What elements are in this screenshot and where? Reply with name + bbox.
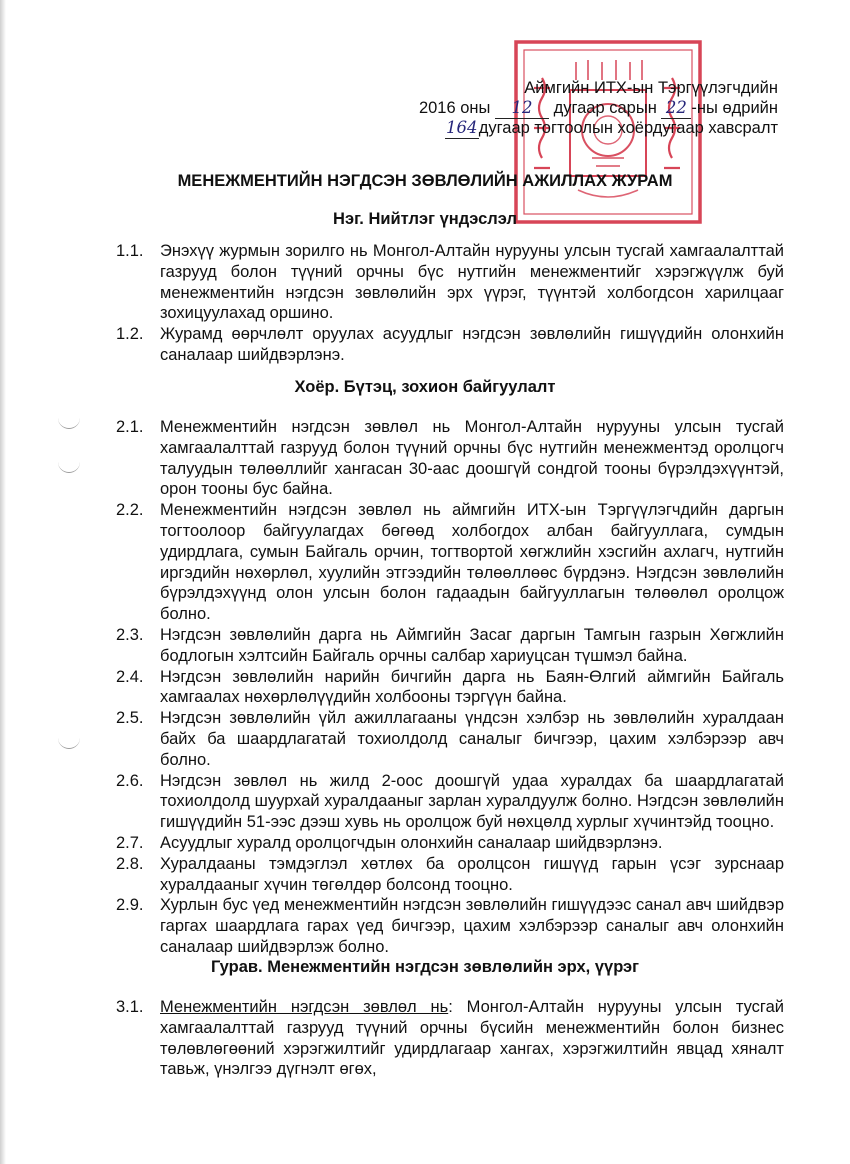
section-items bbox=[116, 417, 784, 958]
section-items bbox=[116, 997, 784, 1080]
annex-header-line-2: 2016 оны 12 дугаар сарын 22 -ны өдрийн bbox=[418, 98, 778, 117]
annex-header-line-3: 164дугаар тогтоолын хоёрдугаар хавсралт bbox=[446, 118, 778, 137]
handwritten-month: 12 bbox=[495, 98, 549, 119]
list-item: 2.9. Хурлын бус үед менежментийн нэгдсэн зөвлөлийн гишүүдээс санал авч шийдвэр гаргах шаардлага гарах үед бичгээр, цахим хэлбэрээр саналыг авч олонхийн саналаар шийдвэрлэж болно. bbox=[116, 896, 784, 956]
document-title: МЕНЕЖМЕНТИЙН НЭГДСЭН ЗӨВЛӨЛИЙН АЖИЛЛАХ ЖУРАМ bbox=[177, 172, 673, 190]
section-heading: Хоёр. Бүтэц, зохион байгуулалт bbox=[294, 378, 556, 396]
list-item: 1.1. Энэхүү журмын зорилго нь Монгол-Алтайн нурууны улсын тусгай хамгаалалттай газрууд болон түүний орчны бүс нутгийн менежментийг хэрэгжүүлж буй менежментийн нэгдсэн зөвлөлийн эрх үүрэг, түүнтэй холбогдсон харилцааг зохицуулахад оршино. bbox=[116, 242, 784, 323]
section-heading: Нэг. Нийтлэг үндэслэл bbox=[333, 210, 517, 228]
section-items bbox=[116, 241, 784, 366]
punch-hole-mark bbox=[58, 738, 80, 749]
list-item: 2.1. Менежментийн нэгдсэн зөвлөл нь Монгол-Алтайн нурууны улсын тусгай хамгаалалттай газрууд болон түүний орчны бүс нутгийн менежментэд оролцогч талуудын төлөөллийг хангасан 30-аас доошгүй сондгой тооны бүрэлдэхүүнтэй, орон тооны бус байна. bbox=[116, 418, 784, 499]
list-item: 2.7. Асуудлыг хуралд оролцогчдын олонхийн саналаар шийдвэрлэнэ. bbox=[116, 833, 663, 852]
punch-hole-mark bbox=[58, 418, 80, 429]
list-item: 1.2. Журамд өөрчлөлт оруулах асуудлыг нэгдсэн зөвлөлийн гишүүдийн олонхийн саналаар шийдвэрлэнэ. bbox=[116, 325, 784, 364]
list-item: 2.3. Нэгдсэн зөвлөлийн дарга нь Аймгийн Засаг даргын Тамгын газрын Хөгжлийн бодлогын хэлтсийн Байгаль орчны салбар хариуцсан түшмэл байна. bbox=[116, 625, 784, 665]
punch-hole-mark bbox=[58, 462, 80, 473]
list-item: 3.1. Менежментийн нэгдсэн зөвлөл нь: Монгол-Алтайн нурууны улсын тусгай хамгаалалттай газрууд түүний орчны бүсийн менежментийн болон бизнес төлөвлөгөөний хэрэгжилтийг удирдлагаар хангах, хэрэгжилтийн явцад хяналт тавьж, үнэлгээ дүгнэлт өгөх, bbox=[116, 998, 784, 1079]
handwritten-day: 22 bbox=[661, 98, 691, 119]
underlined-lead: Менежментийн нэгдсэн зөвлөл нь bbox=[160, 998, 449, 1016]
list-item: 2.2. Менежментийн нэгдсэн зөвлөл нь аймгийн ИТХ-ын Тэргүүлэгчдийн даргын тогтоолоор байгуулагдах бөгөөд холбогдох албан байгууллага, сумдын удирдлага, сумын Байгаль орчин, тогтвортой хөгжлийн хэсгийн ахлагч, нутгийн иргэдийн нөхөрлөл, хуулийн этгээдийн төлөөллөөс бүрдэнэ. Нэгдсэн зөвлөлийн бүрэлдэхүүнд олон улсын болон гадаадын байгууллагын төлөөлөл оролцож болно. bbox=[116, 501, 784, 624]
list-item: 2.5. Нэгдсэн зөвлөлийн үйл ажиллагааны үндсэн хэлбэр нь зөвлөлийн хуралдаан байх ба шаардлагатай тохиолдолд саналыг бичгээр, цахим хэлбэрээр авч болно. bbox=[116, 709, 784, 769]
list-item: 2.8. Хуралдааны тэмдэглэл хөтлөх ба оролцсон гишүүд гарын үсэг зурснаар хуралдааныг хүчин төгөлдөр болсонд тооцно. bbox=[116, 854, 784, 894]
section-heading: Гурав. Менежментийн нэгдсэн зөвлөлийн эрх, үүрэг bbox=[210, 958, 640, 976]
annex-header-line-1: Аймгийн ИТХ-ын Тэргүүлэгчдийн bbox=[524, 79, 778, 97]
list-item: 2.4. Нэгдсэн зөвлөлийн нарийн бичгийн дарга нь Баян-Өлгий аймгийн Байгаль хамгаалах нөхөрлөлүүдийн холбооны тэргүүн байна. bbox=[116, 667, 784, 707]
list-item: 2.6. Нэгдсэн зөвлөл нь жилд 2-оос доошгүй удаа хуралдах ба шаардлагатай тохиолдолд шуурхай хуралдааныг зарлан хуралдуулж болно. Нэгдсэн зөвлөлийн гишүүдийн 51-ээс дээш хувь нь оролцож буй нөхцөлд хурлыг хүчинтэйд тооцно. bbox=[116, 771, 784, 832]
handwritten-resolution-number: 164 bbox=[446, 118, 478, 137]
